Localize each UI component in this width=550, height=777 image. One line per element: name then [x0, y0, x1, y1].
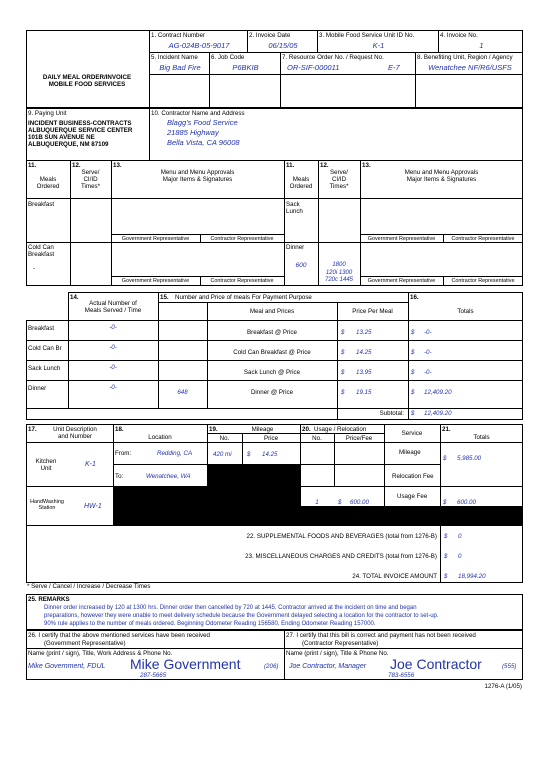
h12: 12. — [72, 162, 81, 169]
mileage-label: Mileage — [399, 449, 421, 456]
subtotal-value[interactable]: 12,409.20 — [424, 410, 452, 417]
row-total[interactable]: -0- — [424, 329, 432, 336]
total-dollar: $ — [411, 369, 415, 376]
divider — [209, 52, 210, 108]
serve-times-header-2: Serve/ CI/ID Times* — [329, 169, 349, 190]
price-per-meal[interactable]: 19.15 — [356, 389, 372, 396]
line22-label: 22. SUPPLEMENTAL FOODS AND BEVERAGES (total from 1276-B) — [246, 533, 437, 540]
meals-served[interactable]: -0- — [109, 384, 117, 391]
incident-name[interactable]: Big Bad Fire — [159, 63, 201, 72]
row-total[interactable]: -0- — [424, 369, 432, 376]
border — [26, 526, 27, 582]
subtotal-dollar: $ — [411, 410, 415, 417]
total-invoice-amount[interactable]: 18,994.20 — [458, 573, 486, 580]
paying-unit-address — [28, 120, 132, 148]
meal-price-label: Breakfast @ Price — [247, 329, 297, 336]
divider — [149, 52, 523, 53]
divider — [26, 242, 523, 243]
divider — [26, 340, 523, 341]
paying-line: 101B SUN AVENUE NE — [28, 134, 95, 141]
contractor-line: 21885 Highway — [167, 128, 219, 137]
h17: 17. — [28, 426, 37, 433]
h15: 15. — [160, 294, 169, 301]
payment-row-label: Breakfast — [28, 325, 55, 332]
con-area-code: (555) — [502, 663, 517, 670]
divider — [247, 30, 248, 52]
blacked-cell — [113, 506, 440, 526]
remarks-text[interactable] — [44, 604, 439, 628]
paying-line: INCIDENT BUSINESS-CONTRACTS — [28, 120, 132, 127]
divider — [158, 302, 408, 303]
price-per-meal[interactable]: 13.25 — [356, 329, 372, 336]
divider — [440, 526, 441, 582]
contractor-line: Blagg's Food Service — [167, 118, 238, 127]
shaded-cell — [26, 292, 68, 320]
from-label: From: — [115, 450, 132, 457]
price-per-meal-header: Price Per Meal — [352, 308, 393, 315]
border — [26, 108, 27, 160]
usage-total-dollar: $ — [443, 499, 447, 506]
form-title-line1: DAILY MEAL ORDER/INVOICE — [42, 74, 132, 81]
total-dollar: $ — [411, 389, 415, 396]
cert27: 27. I certify that this bill is correct and payment has not been received — [286, 632, 476, 639]
divider — [360, 234, 523, 235]
payment-row-label: Cold Can Br — [28, 345, 62, 352]
sack-lunch-label: Sack Lunch — [286, 201, 303, 215]
con-rep-label: Contractor Representative — [210, 236, 274, 242]
remarks-label: 25. REMARKS — [28, 596, 70, 603]
totals-header: Totals — [457, 308, 474, 315]
request-number[interactable]: E-7 — [388, 63, 400, 72]
divider — [317, 30, 318, 52]
h21: 21. — [442, 426, 451, 433]
meals-ordered-header-2: Meals Ordered — [289, 176, 313, 190]
no-header: No. — [219, 435, 230, 442]
con-name-label: Name (print / sign), Title & Phone No. — [286, 650, 389, 657]
serve-times-header: Serve/ CI/ID Times* — [80, 169, 101, 190]
contract-number[interactable]: AG-024B-05-9017 — [168, 41, 230, 50]
field3-label: 3. Mobile Food Service Unit ID No. — [319, 32, 415, 39]
cold-can-dash: - — [33, 265, 36, 272]
contractor-label: 10. Contractor Name and Address — [151, 110, 245, 117]
cert27b: (Contractor Representative) — [302, 640, 379, 647]
job-code[interactable]: P6BKIB — [232, 63, 259, 72]
mileage-total-dollar: $ — [443, 455, 447, 462]
meal-price-label: Cold Can Breakfast @ Price — [233, 349, 311, 356]
resource-order[interactable]: OR-SIF-000011 — [287, 63, 340, 72]
usage-price[interactable]: 600.00 — [350, 499, 369, 506]
meals-served[interactable]: -0- — [109, 344, 117, 351]
divider — [284, 630, 285, 680]
price-per-meal[interactable]: 14.25 — [356, 349, 372, 356]
h11b: 11. — [286, 162, 295, 169]
cert26b: (Government Representative) — [44, 640, 126, 647]
mileage-header: Mileage — [251, 426, 274, 433]
field6-label: 6. Job Code — [211, 54, 245, 61]
mileage-total[interactable]: 5,985.00 — [457, 455, 482, 462]
row-total[interactable]: 12,409.20 — [424, 389, 452, 396]
price-dollar: $ — [341, 329, 345, 336]
miles[interactable]: 420 mi — [213, 451, 232, 458]
h13b: 13. — [362, 162, 371, 169]
no-header-2: No. — [312, 435, 322, 442]
meals-served[interactable]: -0- — [109, 364, 117, 371]
gov-rep-label: Government Representative — [367, 278, 436, 284]
total-dollar: $ — [411, 349, 415, 356]
to-label: To: — [115, 473, 124, 480]
price-dollar: $ — [341, 389, 345, 396]
contractor-line: Bella Vista, CA 96008 — [167, 138, 240, 147]
field8-label: 8. Benefiting Unit, Region / Agency — [417, 54, 513, 61]
meals-ordered-header: Meals Ordered — [36, 176, 60, 190]
blacked-cell — [440, 506, 523, 526]
divider — [26, 380, 523, 381]
con-name[interactable]: Joe Contractor, Manager — [289, 663, 367, 670]
remarks-line: preparations, however they were unable to meet delivery schedule because the Government delayed selecting a location for the contractor to set-up. — [44, 613, 439, 619]
divider — [360, 276, 523, 277]
to-location[interactable]: Wenatchee, WA — [146, 473, 191, 480]
gov-signature[interactable]: Mike Government — [130, 656, 241, 672]
kitchen-unit-label: Kitchen Unit — [35, 458, 57, 472]
paying-line: ALBUQUERQUE, NM 87109 — [28, 141, 109, 148]
kitchen-unit-id[interactable]: K-1 — [85, 461, 96, 468]
divider — [207, 433, 384, 434]
cert26: 26. I certify that the above mentioned services have been received — [28, 632, 210, 639]
con-rep-label: Contractor Representative — [210, 278, 274, 284]
divider — [149, 74, 523, 75]
h15-text: Number and Price of meals For Payment Purpose — [175, 294, 312, 301]
divider — [111, 234, 284, 235]
divider — [415, 52, 416, 108]
field7-label: 7. Resource Order No. / Request No. — [282, 54, 384, 61]
field2-label: 2. Invoice Date — [249, 32, 291, 39]
meal-count[interactable]: 648 — [177, 389, 188, 396]
con-rep-label: Contractor Representative — [451, 278, 515, 284]
line22-value[interactable]: 0 — [458, 533, 462, 540]
contractor-address[interactable] — [167, 118, 240, 148]
invoice-date[interactable]: 06/15/05 — [268, 41, 298, 50]
from-location[interactable]: Redding, CA — [157, 450, 193, 457]
field4-label: 4. Invoice No. — [440, 32, 478, 39]
dinner-times[interactable]: 1800 120i 1300 720c 1445 — [324, 262, 354, 283]
h16: 16. — [410, 294, 419, 301]
approvals-header-2: Menu and Menu Approvals Major Items & Signatures — [404, 169, 479, 183]
price-fee-header: Price/Fee — [345, 435, 373, 442]
gov-rep-label: Government Representative — [121, 236, 190, 242]
gov-rep-label: Government Representative — [121, 278, 190, 284]
meals-served[interactable]: -0- — [109, 324, 117, 331]
invoice-number[interactable]: 1 — [479, 41, 484, 50]
usage-fee-label: Usage Fee — [397, 493, 428, 500]
gov-area-code: (206) — [264, 663, 279, 670]
line23-value[interactable]: 0 — [458, 553, 462, 560]
total-dollar: $ — [411, 329, 415, 336]
line23-label: 23. MISCELLANEOUS CHARGES AND CREDITS (total from 1276-B) — [245, 553, 437, 560]
divider — [26, 320, 523, 321]
payment-row-label: Sack Lunch — [28, 365, 61, 372]
usage-no[interactable]: 1 — [315, 499, 319, 506]
service-header: Service — [401, 430, 423, 437]
h11: 11. — [28, 162, 37, 169]
line24-label: 24. TOTAL INVOICE AMOUNT — [352, 573, 437, 580]
divider — [438, 30, 439, 52]
price-per-meal[interactable]: 13.95 — [356, 369, 372, 376]
h18: 18. — [115, 426, 124, 433]
h20: 20. — [302, 426, 311, 433]
row-total[interactable]: -0- — [424, 349, 432, 356]
h12b: 12. — [320, 162, 329, 169]
divider — [26, 408, 523, 409]
meal-prices-header: Meal and Prices — [249, 308, 295, 315]
meal-price-label: Sack Lunch @ Price — [243, 369, 301, 376]
form-title-line2: MOBILE FOOD SERVICES — [48, 81, 126, 88]
paying-unit-label: 9. Paying Unit — [28, 110, 67, 117]
blacked-cell — [207, 464, 300, 486]
usage-total[interactable]: 600.00 — [457, 499, 476, 506]
footnote: * Serve / Cancel / Increase / Decrease Times — [27, 583, 151, 590]
usage-header: Usage / Relocation — [314, 426, 367, 433]
divider — [149, 30, 150, 108]
usage-price-dollar: $ — [338, 499, 342, 506]
dinner-count[interactable]: 600 — [295, 262, 307, 269]
con-signature[interactable]: Joe Contractor — [390, 656, 482, 672]
divider — [26, 442, 523, 443]
divider — [26, 648, 523, 649]
price-header: Price — [263, 435, 279, 442]
divider — [111, 276, 284, 277]
relocation-label: Relocation Fee — [392, 473, 434, 480]
form-title — [27, 74, 147, 88]
subtotal-label: Subtotal: — [379, 410, 404, 417]
line24-dollar: $ — [444, 573, 448, 580]
form-id: 1276-A (1/05) — [484, 683, 522, 690]
handwashing-id[interactable]: HW-1 — [84, 503, 102, 510]
gov-name[interactable]: Mike Government, FDUL — [28, 663, 106, 670]
con-rep-label: Contractor Representative — [451, 236, 515, 242]
divider — [149, 108, 150, 160]
h19: 19. — [209, 426, 218, 433]
mile-price-dollar: $ — [247, 451, 251, 458]
handwashing-label: HandWashing Station — [30, 499, 64, 511]
field1-label: 1. Contract Number — [151, 32, 205, 39]
totals-header-2: Totals — [473, 434, 490, 441]
h17-text: Unit Description and Number — [53, 426, 97, 440]
field5-label: 5. Incident Name — [151, 54, 198, 61]
benefiting-unit[interactable]: Wenatchee NF/R6/USFS — [428, 63, 512, 72]
blacked-cell — [113, 486, 300, 506]
price-dollar: $ — [341, 349, 345, 356]
divider — [26, 198, 523, 199]
unit-id[interactable]: K-1 — [372, 41, 385, 50]
remarks-line: Dinner order increased by 120 at 1300 hrs. Dinner order then cancelled by 720 at 1445. Contractor arrived at the incident on time and began — [44, 605, 417, 611]
divider — [280, 52, 281, 108]
meal-price-label: Dinner @ Price — [250, 389, 294, 396]
divider — [26, 108, 523, 109]
paying-line: ALBUQUERQUE SERVICE CENTER — [28, 127, 133, 134]
divider — [26, 360, 523, 361]
line23-dollar: $ — [444, 553, 448, 560]
border — [522, 108, 523, 160]
con-phone: 783-6556 — [388, 672, 415, 679]
price-dollar: $ — [341, 369, 345, 376]
remarks-line: 90% rule applies to the number of meals ordered. Beginning Odometer Reading 156580, Ending Odometer Reading 157000. — [44, 621, 376, 627]
h14: 14. — [70, 294, 79, 301]
h13: 13. — [113, 162, 122, 169]
gov-name-label: Name (print / sign), Title, Work Address & Phone No. — [28, 650, 173, 657]
gov-rep-label: Government Representative — [367, 236, 436, 242]
dinner-label: Dinner — [286, 244, 305, 251]
approvals-header: Menu and Menu Approvals Major Items & Signatures — [160, 169, 235, 183]
location-header: Location — [148, 434, 172, 441]
breakfast-label: Breakfast — [28, 201, 55, 208]
border — [522, 526, 523, 582]
mile-price[interactable]: 14.25 — [262, 451, 278, 458]
cold-can-label: Cold Can Breakfast — [28, 244, 55, 258]
h14-text: Actual Number of Meals Served / Time — [84, 300, 142, 314]
payment-row-label: Dinner — [28, 385, 47, 392]
line22-dollar: $ — [444, 533, 448, 540]
gov-phone: 287-5665 — [140, 672, 167, 679]
